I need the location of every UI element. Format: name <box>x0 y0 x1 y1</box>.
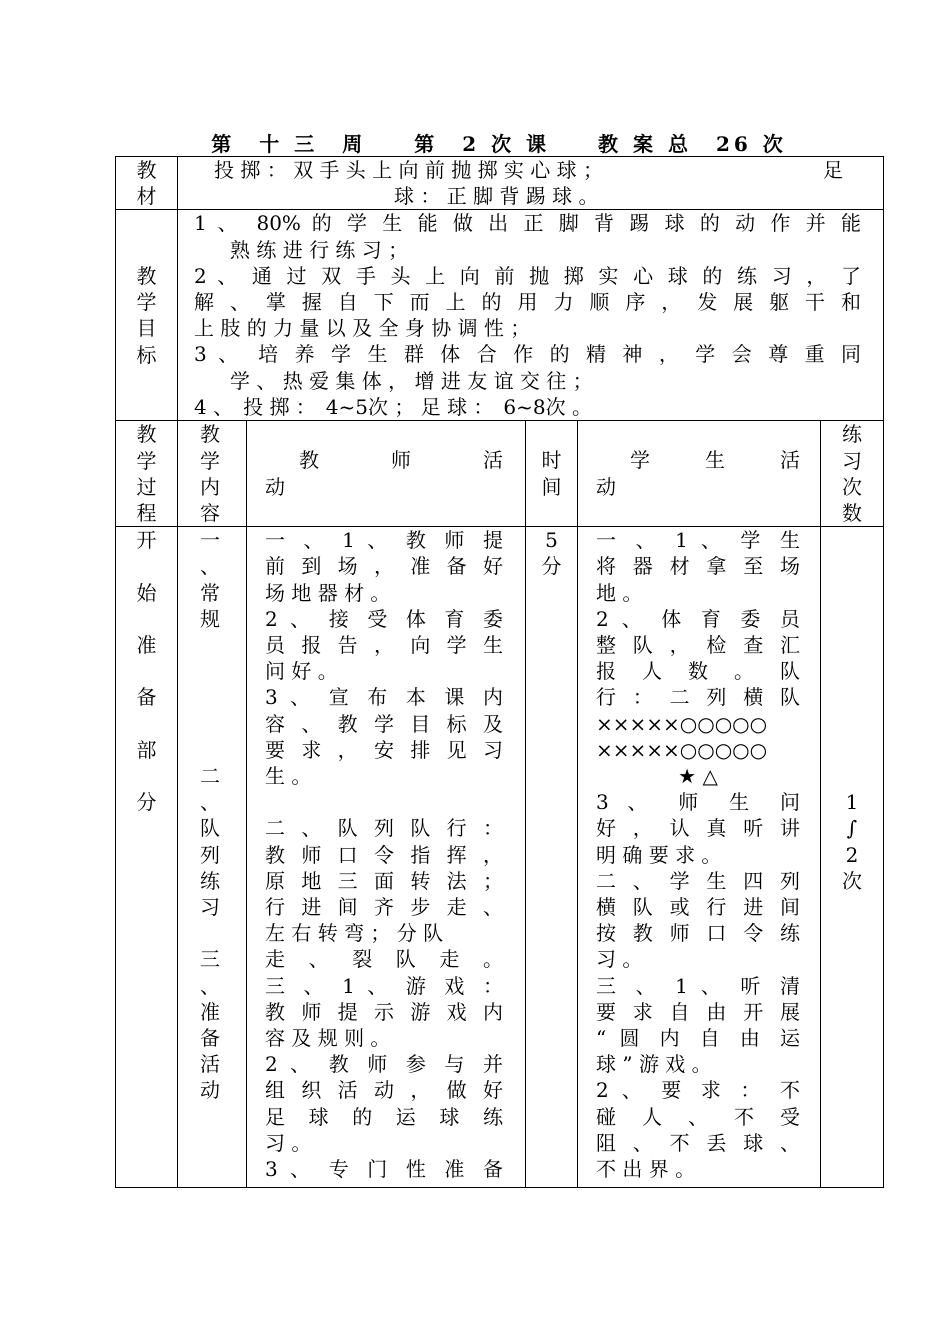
content-char: 习 <box>200 895 220 920</box>
stage-char: 准 <box>136 633 157 658</box>
teacher-line: 场 地 器 材 。 <box>265 580 391 605</box>
content-char: 一 <box>200 528 220 553</box>
count-value: ∫ <box>846 816 858 841</box>
teacher-line: 教 师 口 令 指 挥 ， <box>265 842 503 867</box>
content-char: 三 <box>200 947 220 972</box>
objective-line: 2 、 通 过 双 手 头 上 向 前 抛 掷 实 心 球 的 练 习 ， 了 <box>194 263 861 288</box>
count-value: 2 <box>845 842 859 867</box>
student-line: 3 、 师 生 问 <box>596 790 800 815</box>
teacher-line: 足 球 的 运 球 练 <box>265 1104 503 1129</box>
time-value: 分 <box>541 554 562 579</box>
stage-char: 开 <box>136 528 157 553</box>
teacher-activity <box>247 527 526 1188</box>
teacher-line: 3 、 宣 布 本 课 内 <box>265 685 503 710</box>
student-line: 地 。 <box>596 580 643 605</box>
teacher-line: 容 、 教 学 目 标 及 <box>265 711 503 736</box>
content-char <box>200 737 246 763</box>
student-line: ×××××○○○○○ <box>596 737 768 762</box>
objectives-row <box>116 210 884 421</box>
stage-char: 分 <box>136 790 157 815</box>
content-char: 备 <box>200 1026 220 1051</box>
content-char: 、 <box>200 790 220 815</box>
objectives-label: 教 学 目 标 <box>116 210 178 421</box>
time-cell <box>526 527 578 1188</box>
stage-char: 备 <box>136 685 157 710</box>
student-line: 阻 、 不 丢 球 、 <box>596 1130 800 1155</box>
teacher-line: 3 、 专 门 性 准 备 <box>265 1157 503 1182</box>
count-value: 次 <box>842 868 862 893</box>
count-spacer <box>821 527 883 789</box>
count-value: 1 <box>845 790 859 815</box>
teacher-line: 教 师 提 示 游 戏 内 <box>265 999 503 1024</box>
content-char <box>200 711 246 737</box>
material-football: 球 ： 正 脚 背 踢 球 。 <box>394 184 599 209</box>
teacher-line: 组 织 活 动 ， 做 好 <box>265 1078 503 1103</box>
stage-char <box>116 553 177 579</box>
objectives-content <box>178 210 884 421</box>
teacher-line: 前 到 场 ， 准 备 好 <box>265 554 503 579</box>
content-char: 、 <box>200 973 220 998</box>
content-char: 准 <box>200 999 220 1024</box>
stage-char <box>116 763 177 789</box>
student-line: 按 教 师 口 令 练 <box>596 921 800 946</box>
student-line: 要 求 自 由 开 展 <box>596 999 800 1024</box>
count-cell <box>821 527 884 1188</box>
objective-line: 4 、 投 掷 ： 4~5次 ； 足 球 ： 6~8次 。 <box>194 394 592 419</box>
student-line: 好 ， 认 真 听 讲 <box>596 816 800 841</box>
material-row <box>116 157 884 210</box>
teacher-line: 要 求 ， 安 排 见 习 <box>265 737 503 762</box>
content-char <box>200 920 246 946</box>
teacher-line: 三 、 1 、 游 戏 ： <box>265 973 503 998</box>
content-char <box>200 684 246 710</box>
student-line: 行 ： 二 列 横 队 <box>596 685 800 710</box>
teacher-line: 原 地 三 面 转 法 ； <box>265 868 503 893</box>
teacher-line: 问 好 。 <box>265 659 338 684</box>
time-value: 5 <box>545 528 558 553</box>
content-char: 动 <box>200 1078 220 1103</box>
teacher-line: 行 进 间 齐 步 走 、 <box>265 895 503 920</box>
teacher-line: 二 、 队 列 队 行 ： <box>265 816 503 841</box>
objective-line: 学 、 热 爱 集 体 ， 增 进 友 谊 交 往 ； <box>230 368 593 393</box>
student-line: 习 。 <box>596 947 643 972</box>
content-char: 活 <box>200 1052 220 1077</box>
student-line: 一 、 1 、 学 生 <box>596 528 800 553</box>
material-throwing: 投 掷 ： 双 手 头 上 向 前 抛 掷 实 心 球 ； <box>214 158 604 182</box>
student-activity <box>578 527 821 1188</box>
header-process: 教 学 过 程 <box>116 421 178 527</box>
content-char: 练 <box>200 868 220 893</box>
student-line: 2 、 要 求 ： 不 <box>596 1078 800 1103</box>
student-line: ★ △ <box>678 764 718 789</box>
stage-char: 部 <box>136 737 157 762</box>
content-char <box>200 632 246 658</box>
material-content <box>178 157 884 210</box>
student-line: 不 出 界 。 <box>596 1157 696 1182</box>
header-teacher: 教 师 活 动 <box>247 421 526 527</box>
content-char: 队 <box>200 816 220 841</box>
student-line: 将 器 材 拿 至 场 <box>596 554 800 579</box>
objective-line: 熟 练 进 行 练 习 ； <box>230 237 409 262</box>
header-time: 时 间 <box>526 421 578 527</box>
content-char: 、 <box>200 554 220 579</box>
student-line: 球 ” 游 戏 。 <box>596 1052 712 1077</box>
material-label: 教 材 <box>116 157 178 210</box>
objective-line: 上 肢 的 力 量 以 及 全 身 协 调 性 ； <box>194 316 531 341</box>
stage-char: 始 <box>136 580 157 605</box>
objective-line: 1 、 80% 的 学 生 能 做 出 正 脚 背 踢 球 的 动 作 并 能 <box>194 211 861 236</box>
content-char <box>200 658 246 684</box>
teacher-line: 走 、 裂 队 走 。 <box>265 947 503 972</box>
lesson-title: 第 十 三 周 第 2 次 课 教 案 总 26 次 <box>211 132 787 156</box>
content-char: 列 <box>200 842 220 867</box>
student-line: 报 人 数 。 队 <box>596 659 800 684</box>
objective-line: 3 、 培 养 学 生 群 体 合 作 的 精 神 ， 学 会 尊 重 同 <box>194 342 861 367</box>
teacher-line: 2 、 接 受 体 育 委 <box>265 606 503 631</box>
student-line: ×××××○○○○○ <box>596 711 768 736</box>
student-line: 碰 人 、 不 受 <box>596 1104 800 1129</box>
student-line: 明 确 要 求 。 <box>596 842 722 867</box>
teacher-line: 员 报 告 ， 向 学 生 <box>265 633 503 658</box>
stage-char <box>116 606 177 632</box>
stage-char <box>116 658 177 684</box>
student-line: 2 、 体 育 委 员 <box>596 606 800 631</box>
student-line: “ 圆 内 自 由 运 <box>596 1026 800 1051</box>
teacher-line: 习 。 <box>265 1130 312 1155</box>
content-char: 常 <box>200 580 220 605</box>
stage-char <box>116 711 177 737</box>
teacher-line: 一 、 1 、 教 师 提 <box>265 528 503 553</box>
process-header-row <box>116 421 884 527</box>
content-char: 二 <box>200 764 220 789</box>
header-content: 教 学 内 容 <box>178 421 247 527</box>
lesson-plan-table <box>115 156 884 1188</box>
student-line: 二 、 学 生 四 列 <box>596 868 800 893</box>
teacher-line <box>265 789 503 815</box>
teacher-line: 左 右 转 弯 ； 分 队 <box>265 921 444 946</box>
student-line: 三 、 1 、 听 清 <box>596 973 800 998</box>
teacher-line: 2 、 教 师 参 与 并 <box>265 1052 503 1077</box>
teacher-line: 容 及 规 则 。 <box>265 1026 391 1051</box>
stage-label <box>116 527 178 1188</box>
header-count: 练 习 次 数 <box>821 421 884 527</box>
content-char: 规 <box>200 606 220 631</box>
student-line: 横 队 或 行 进 间 <box>596 895 800 920</box>
content-column <box>178 527 247 1188</box>
material-football-label: 足 <box>823 158 843 182</box>
teacher-line: 生 。 <box>265 764 312 789</box>
student-line: 整 队 ， 检 查 汇 <box>596 633 800 658</box>
warmup-section-row <box>116 527 884 1188</box>
header-student: 学 生 活 动 <box>578 421 821 527</box>
objective-line: 解 、 掌 握 自 下 而 上 的 用 力 顺 序 ， 发 展 躯 干 和 <box>194 290 861 315</box>
